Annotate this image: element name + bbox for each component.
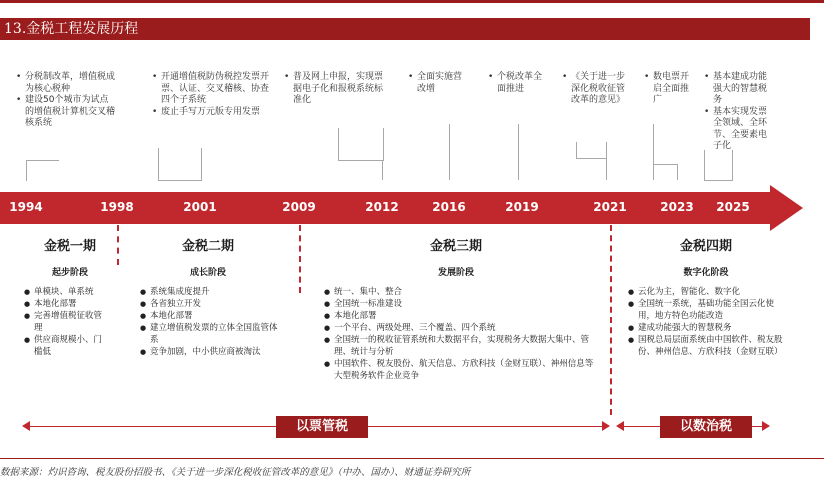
year-label: 2012 [365, 200, 399, 214]
phase-item: ● 全国统一标准建设 [324, 298, 594, 310]
phase-list [324, 286, 594, 382]
phase-item: ● 本地化部署 [24, 298, 108, 310]
figure-title: 13.金税工程发展历程 [0, 18, 810, 40]
year-label: 2016 [432, 200, 466, 214]
phase-divider [117, 225, 119, 265]
range-arrow-right [762, 421, 770, 431]
footer-rule [0, 458, 824, 459]
note-item: • 开通增值税防伪税控发票开票、认证、交叉稽核、协查四个子系统 [152, 72, 270, 107]
phase-title: 金税四期 [679, 239, 733, 254]
phase-item: ● 本地化部署 [140, 310, 282, 322]
note-item: • 基本实现发票全领域、全环节、全要素电子化 [704, 107, 774, 153]
phase-item: ● 系统集成度提升 [140, 286, 282, 298]
phase-item: ● 完善增值税征收管理 [24, 310, 108, 334]
phase-stage: 起步阶段 [51, 268, 89, 278]
phase-item: ● 建立增值税发票的立体全国监管体系 [140, 322, 282, 346]
phase-list [24, 286, 108, 358]
phase-stage: 发展阶段 [437, 268, 475, 278]
phase-item: ● 一个平台、两级处理、三个覆盖、四个系统 [324, 322, 594, 334]
phase-divider [299, 225, 301, 293]
year-label: 2001 [183, 200, 217, 214]
phase-title: 金税二期 [181, 239, 235, 254]
year-label: 1994 [9, 200, 43, 214]
phase-title: 金税三期 [429, 239, 483, 254]
year-label: 2009 [282, 200, 316, 214]
year-label: 2023 [660, 200, 694, 214]
phase-item: ● 全国统一系统，基础功能全国云化使用，地方特色功能改造 [628, 298, 790, 322]
phase-item: ● 全国统一的税收征管系统和大数据平台，实现税务大数据大集中、管理、统计与分析 [324, 334, 594, 358]
phase-item: ● 各省独立开发 [140, 298, 282, 310]
phase-item: ● 国税总局层面系统由中国软件、税友股份、神州信息、方欣科技（金财互联） [628, 334, 790, 358]
range-arrow-right [602, 421, 610, 431]
phase-item: ● 中国软件、税友股份、航天信息、方欣科技（金财互联）、神州信息等大型税务软件企业竞争 [324, 358, 594, 382]
phase-item: ● 统一、集中、整合 [324, 286, 594, 298]
note-item: • 基本建成功能强大的智慧税务 [704, 72, 774, 107]
note-item: • 分税制改革，增值税成为核心税种 [16, 72, 116, 95]
year-label: 2021 [593, 200, 627, 214]
note-item: • 普及网上申报，实现票据电子化和报税系统标准化 [284, 72, 384, 107]
year-label: 1998 [100, 200, 134, 214]
phase-list [140, 286, 282, 358]
note-item: • 废止手写万元版专用发票 [152, 107, 270, 119]
phase-stage: 数字化阶段 [683, 268, 729, 278]
note-item: • 《关于进一步深化税收征管改革的意见》 [562, 72, 626, 107]
phase-stage: 成长阶段 [189, 268, 227, 278]
phase-list [628, 286, 790, 358]
phase-title: 金税一期 [43, 239, 97, 254]
phase-divider [610, 225, 612, 415]
year-label: 2025 [716, 200, 750, 214]
phase-item: ● 竞争加剧，中小供应商被淘汰 [140, 346, 282, 358]
note-item: • 全面实施营改增 [408, 72, 468, 95]
phase-item: ● 建成功能强大的智慧税务 [628, 322, 790, 334]
phase-item: ● 供应商规模小、门槛低 [24, 334, 108, 358]
year-label: 2019 [505, 200, 539, 214]
phase-item: ● 云化为主，智能化、数字化 [628, 286, 790, 298]
ticket-tax-tag: 以票管税 [276, 416, 368, 438]
note-item: • 个税改革全面推进 [488, 72, 544, 95]
phase-item: ● 单模块、单系统 [24, 286, 108, 298]
note-item: • 数电票开启全面推广 [644, 72, 696, 107]
source-note: 数据来源：灼识咨询、税友股份招股书、《关于进一步深化税收征管改革的意见》（中办、国办）、财通证券研究所 [0, 467, 471, 478]
note-item: • 建设50个城市为试点的增值税计算机交叉稽核系统 [16, 95, 116, 130]
data-tax-tag: 以数治税 [660, 416, 752, 438]
phase-item: ● 本地化部署 [324, 310, 594, 322]
